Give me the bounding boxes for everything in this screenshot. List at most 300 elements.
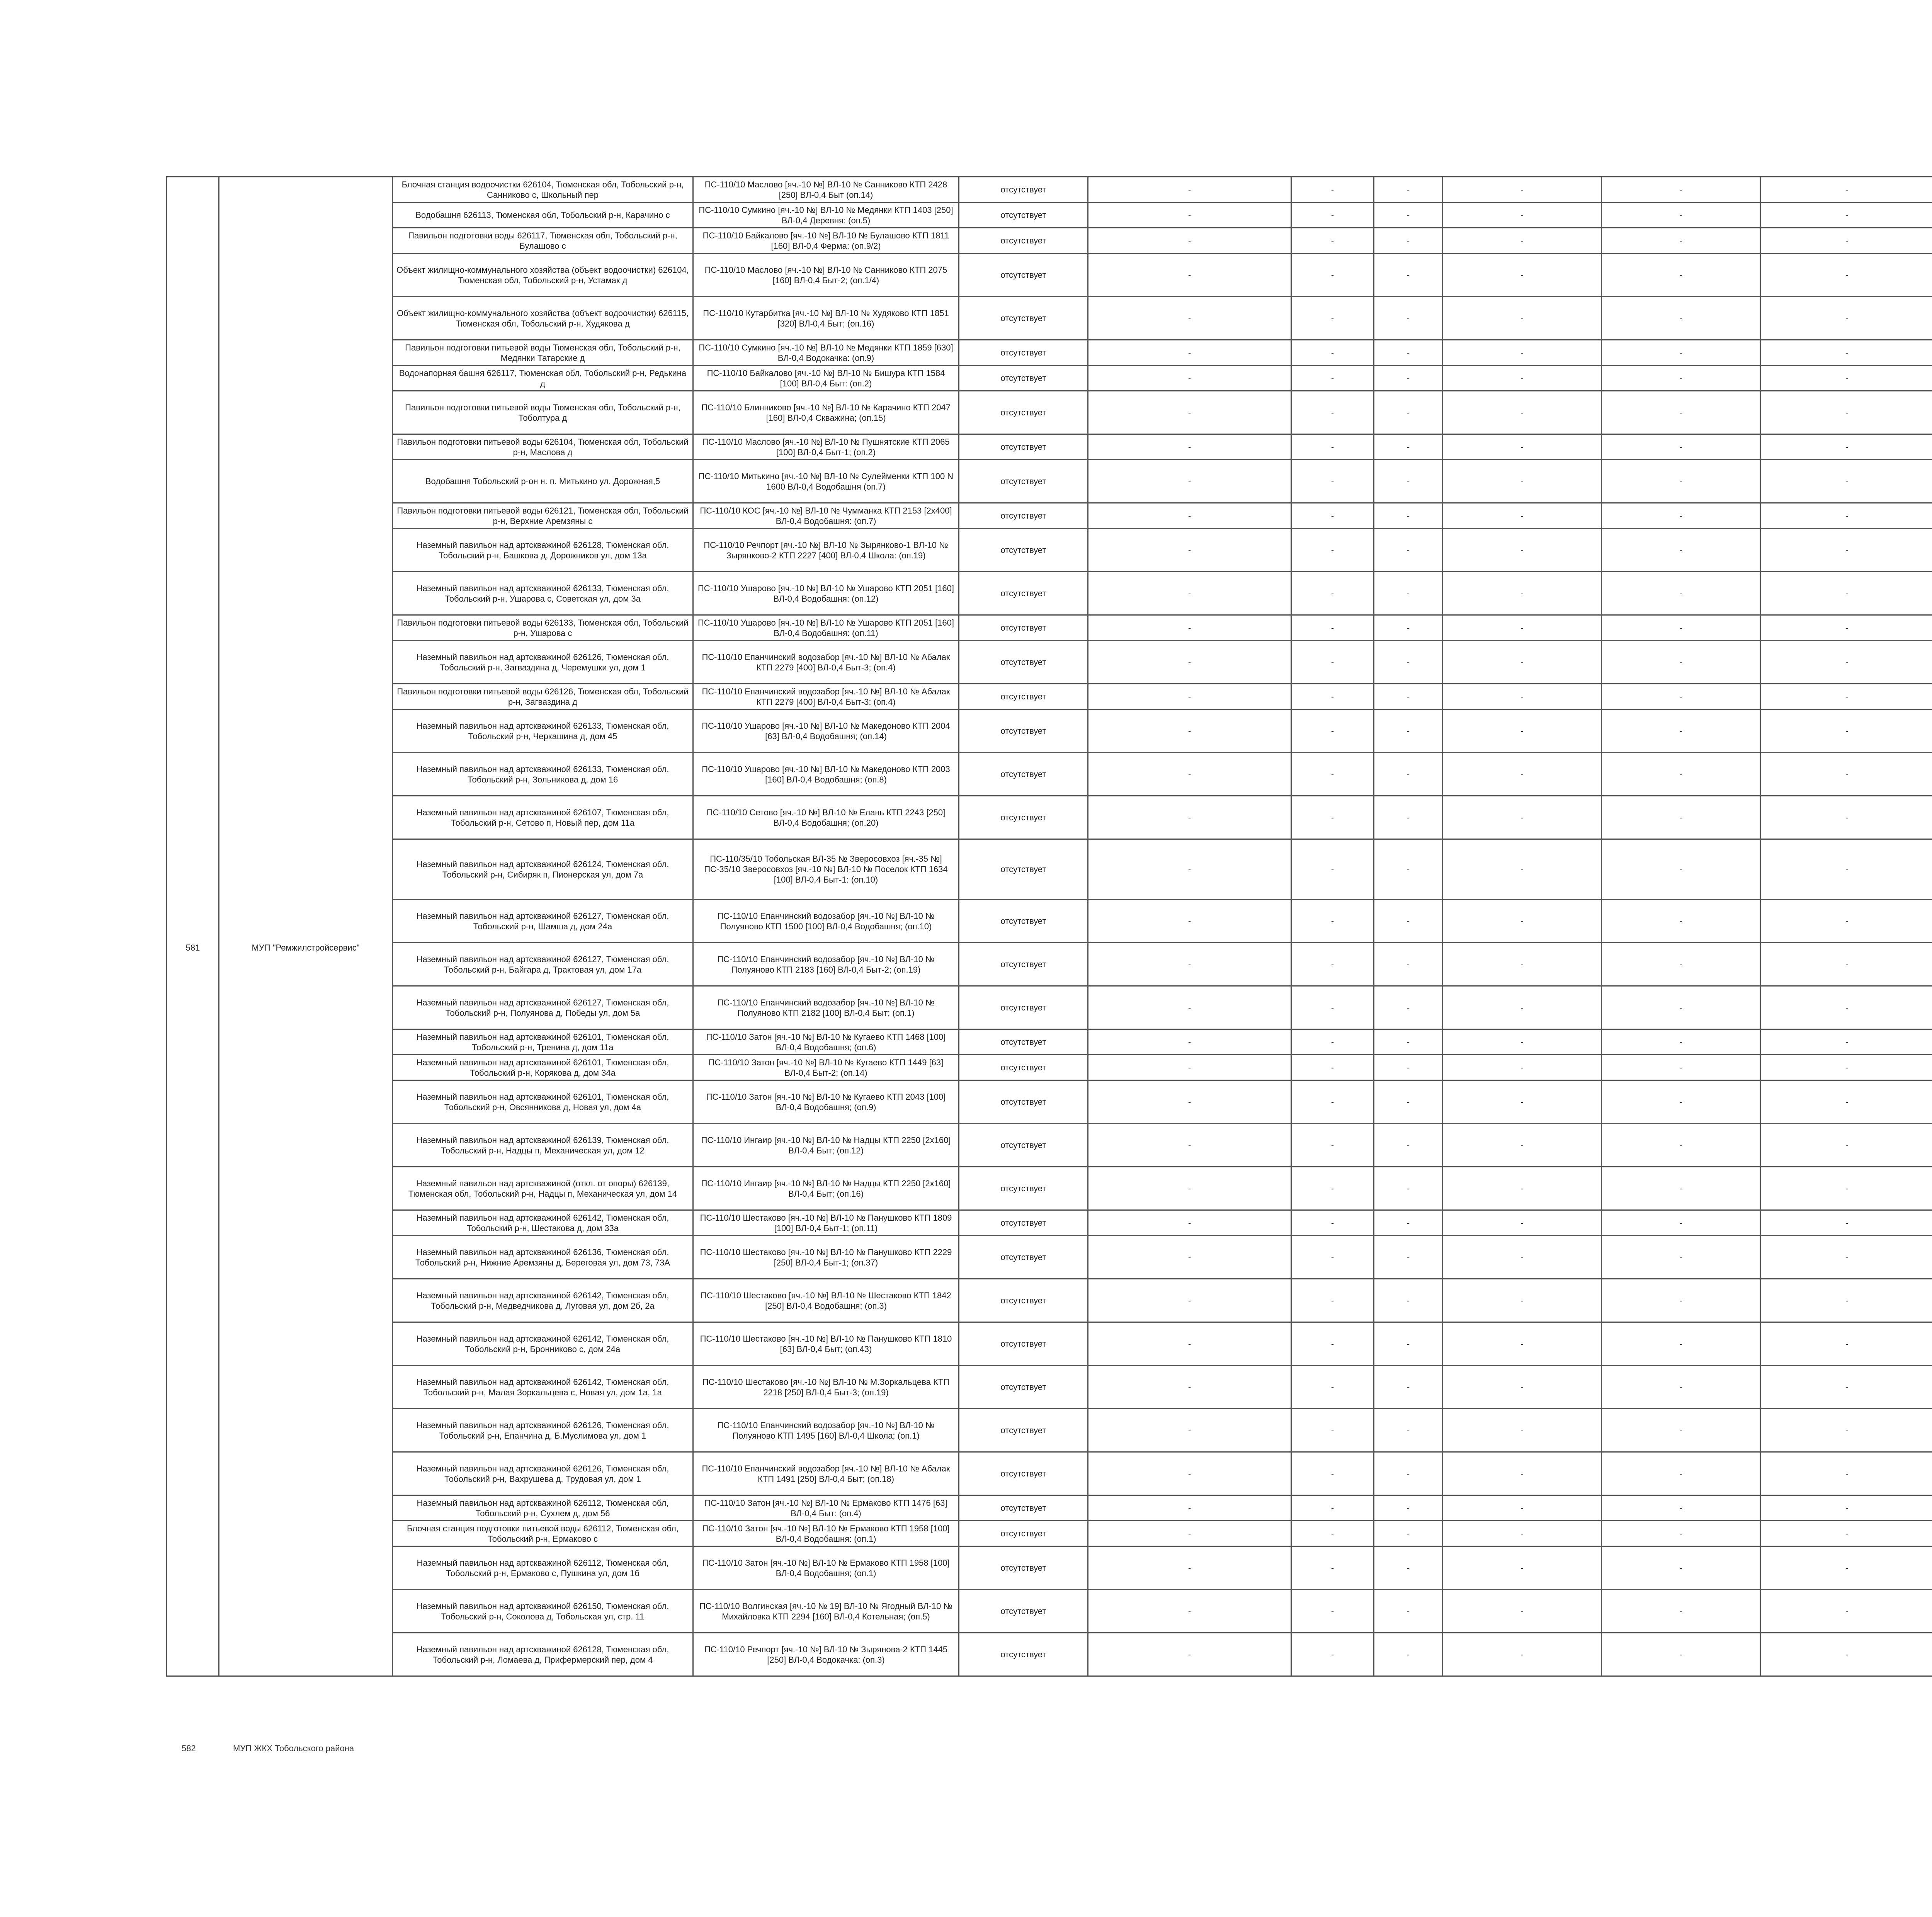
- value-cell: -: [1760, 297, 1932, 340]
- table-row: [167, 986, 1932, 1029]
- object-cell: Наземный павильон над артскважиной 626101, Тюменская обл, Тобольский р-н, Тренина д, дом 11а: [393, 1029, 693, 1055]
- power-source-cell: ПС-110/10 Епанчинский водозабор [яч.-10 №] ВЛ-10 № Полуяново КТП 1500 [100] ВЛ-0,4 Водобашня; (оп.10): [693, 900, 959, 943]
- value-cell: -: [1602, 1167, 1760, 1210]
- status-cell: отсутствует: [959, 1590, 1088, 1633]
- table-body: [167, 177, 1932, 1676]
- object-cell: Наземный павильон над артскважиной 626101, Тюменская обл, Тобольский р-н, Овсянникова д, Новая ул, дом 4а: [393, 1080, 693, 1124]
- value-cell: -: [1088, 709, 1291, 753]
- table-row: [167, 529, 1932, 572]
- table-row: [167, 943, 1932, 986]
- value-cell: -: [1291, 1080, 1374, 1124]
- value-cell: -: [1291, 1590, 1374, 1633]
- value-cell: -: [1291, 253, 1374, 297]
- status-cell: отсутствует: [959, 340, 1088, 366]
- value-cell: -: [1374, 1210, 1443, 1236]
- object-cell: Наземный павильон над артскважиной 626136, Тюменская обл, Тобольский р-н, Нижние Аремзяны д, Береговая ул, дом 73, 73А: [393, 1236, 693, 1279]
- power-source-cell: ПС-110/10 Епанчинский водозабор [яч.-10 №] ВЛ-10 № Полуяново КТП 1495 [160] ВЛ-0,4 Школа; (оп.1): [693, 1409, 959, 1452]
- object-cell: Наземный павильон над артскважиной 626126, Тюменская обл, Тобольский р-н, Вахрушева д, Трудовая ул, дом 1: [393, 1452, 693, 1495]
- table-row: [167, 366, 1932, 391]
- value-cell: -: [1088, 753, 1291, 796]
- value-cell: -: [1291, 986, 1374, 1029]
- table-row: [167, 1409, 1932, 1452]
- value-cell: -: [1443, 529, 1602, 572]
- value-cell: -: [1088, 1409, 1291, 1452]
- value-cell: -: [1602, 228, 1760, 253]
- object-cell: Наземный павильон над артскважиной 626150, Тюменская обл, Тобольский р-н, Соколова д, Тобольская ул, стр. 11: [393, 1590, 693, 1633]
- value-cell: -: [1443, 228, 1602, 253]
- value-cell: -: [1443, 1029, 1602, 1055]
- power-source-cell: ПС-110/10 Шестаково [яч.-10 №] ВЛ-10 № М.Зоркальцева КТП 2218 [250] ВЛ-0,4 Быт-3; (оп.19): [693, 1366, 959, 1409]
- status-cell: отсутствует: [959, 1210, 1088, 1236]
- value-cell: -: [1088, 460, 1291, 503]
- table-row: [167, 1452, 1932, 1495]
- status-cell: отсутствует: [959, 297, 1088, 340]
- status-cell: отсутствует: [959, 1080, 1088, 1124]
- power-source-cell: ПС-110/10 Шестаково [яч.-10 №] ВЛ-10 № Панушково КТП 2229 [250] ВЛ-0,4 Быт-1; (оп.37): [693, 1236, 959, 1279]
- value-cell: -: [1374, 177, 1443, 202]
- status-cell: отсутствует: [959, 1366, 1088, 1409]
- power-source-cell: ПС-110/10 Митькино [яч.-10 №] ВЛ-10 № Сулейменки КТП 100 N 1600 ВЛ-0,4 Водобашня (оп.7): [693, 460, 959, 503]
- table-row: [167, 1055, 1932, 1080]
- power-source-cell: ПС-110/10 Ушарово [яч.-10 №] ВЛ-10 № Ушарово КТП 2051 [160] ВЛ-0,4 Водобашня: (оп.11): [693, 615, 959, 641]
- power-source-cell: ПС-110/10 Шестаково [яч.-10 №] ВЛ-10 № Панушково КТП 1810 [63] ВЛ-0,4 Быт; (оп.43): [693, 1322, 959, 1366]
- status-cell: отсутствует: [959, 1546, 1088, 1590]
- object-cell: Наземный павильон над артскважиной 626112, Тюменская обл, Тобольский р-н, Сухлем д, дом 56: [393, 1495, 693, 1521]
- table-row: [167, 641, 1932, 684]
- table-row: [167, 1495, 1932, 1521]
- value-cell: -: [1602, 1521, 1760, 1546]
- value-cell: -: [1602, 460, 1760, 503]
- value-cell: -: [1760, 839, 1932, 900]
- object-cell: Наземный павильон над артскважиной 626107, Тюменская обл, Тобольский р-н, Сетово п, Новый пер, дом 11а: [393, 796, 693, 839]
- value-cell: -: [1291, 391, 1374, 434]
- status-cell: отсутствует: [959, 1495, 1088, 1521]
- status-cell: отсутствует: [959, 1322, 1088, 1366]
- table-row: [167, 177, 1932, 202]
- status-cell: отсутствует: [959, 253, 1088, 297]
- value-cell: -: [1443, 1590, 1602, 1633]
- value-cell: -: [1374, 460, 1443, 503]
- table-row: [167, 572, 1932, 615]
- power-source-cell: ПС-110/10 Байкалово [яч.-10 №] ВЛ-10 № Булашово КТП 1811 [160] ВЛ-0,4 Ферма: (оп.9/2): [693, 228, 959, 253]
- value-cell: -: [1760, 900, 1932, 943]
- value-cell: -: [1602, 641, 1760, 684]
- table-row: [167, 684, 1932, 709]
- value-cell: -: [1374, 615, 1443, 641]
- value-cell: -: [1088, 202, 1291, 228]
- value-cell: -: [1374, 1080, 1443, 1124]
- status-cell: отсутствует: [959, 900, 1088, 943]
- power-source-cell: ПС-110/10 Ингаир [яч.-10 №] ВЛ-10 № Надцы КТП 2250 [2х160] ВЛ-0,4 Быт; (оп.16): [693, 1167, 959, 1210]
- value-cell: -: [1088, 1590, 1291, 1633]
- value-cell: -: [1760, 1055, 1932, 1080]
- value-cell: -: [1443, 460, 1602, 503]
- value-cell: -: [1088, 1236, 1291, 1279]
- value-cell: -: [1602, 1546, 1760, 1590]
- value-cell: -: [1443, 753, 1602, 796]
- table-row: [167, 253, 1932, 297]
- value-cell: -: [1443, 1409, 1602, 1452]
- value-cell: -: [1602, 1236, 1760, 1279]
- object-cell: Объект жилищно-коммунального хозяйства (объект водоочистки) 626115, Тюменская обл, Тобольский р-н, Худякова д: [393, 297, 693, 340]
- value-cell: -: [1374, 434, 1443, 460]
- table-row: [167, 228, 1932, 253]
- table-row: [167, 202, 1932, 228]
- status-cell: отсутствует: [959, 228, 1088, 253]
- status-cell: отсутствует: [959, 943, 1088, 986]
- value-cell: -: [1443, 1167, 1602, 1210]
- power-source-cell: ПС-110/10 Волгинская [яч.-10 № 19] ВЛ-10 № Ягодный ВЛ-10 № Михайловка КТП 2294 [160] ВЛ-0,4 Котельная; (оп.5): [693, 1590, 959, 1633]
- value-cell: -: [1760, 434, 1932, 460]
- power-source-cell: ПС-110/10 Сумкино [яч.-10 №] ВЛ-10 № Медянки КТП 1859 [630] ВЛ-0,4 Водокачка: (оп.9): [693, 340, 959, 366]
- value-cell: -: [1291, 529, 1374, 572]
- value-cell: -: [1374, 1055, 1443, 1080]
- value-cell: -: [1374, 943, 1443, 986]
- value-cell: -: [1443, 297, 1602, 340]
- value-cell: -: [1374, 839, 1443, 900]
- value-cell: -: [1760, 529, 1932, 572]
- value-cell: -: [1291, 684, 1374, 709]
- value-cell: -: [1291, 839, 1374, 900]
- power-source-cell: ПС-110/10 Епанчинский водозабор [яч.-10 №] ВЛ-10 № Абалак КТП 1491 [250] ВЛ-0,4 Быт; (оп.18): [693, 1452, 959, 1495]
- object-cell: Наземный павильон над артскважиной 626124, Тюменская обл, Тобольский р-н, Сибиряк п, Пионерская ул, дом 7а: [393, 839, 693, 900]
- value-cell: -: [1443, 391, 1602, 434]
- value-cell: -: [1374, 253, 1443, 297]
- table-row: [167, 1366, 1932, 1409]
- value-cell: -: [1088, 1124, 1291, 1167]
- value-cell: -: [1088, 340, 1291, 366]
- object-cell: Водобашня 626113, Тюменская обл, Тобольский р-н, Карачино с: [393, 202, 693, 228]
- value-cell: -: [1760, 503, 1932, 529]
- value-cell: -: [1760, 1546, 1932, 1590]
- value-cell: -: [1088, 1029, 1291, 1055]
- value-cell: -: [1088, 1210, 1291, 1236]
- table-row: [167, 391, 1932, 434]
- power-source-cell: ПС-110/10 Байкалово [яч.-10 №] ВЛ-10 № Бишура КТП 1584 [100] ВЛ-0,4 Быт: (оп.2): [693, 366, 959, 391]
- value-cell: -: [1443, 1124, 1602, 1167]
- value-cell: -: [1443, 253, 1602, 297]
- table-row: [167, 1210, 1932, 1236]
- value-cell: -: [1443, 709, 1602, 753]
- next-org-name: МУП ЖКХ Тобольского района: [233, 1744, 354, 1753]
- power-source-cell: ПС-110/10 Ушарово [яч.-10 №] ВЛ-10 № Македоново КТП 2004 [63] ВЛ-0,4 Водобашня; (оп.14): [693, 709, 959, 753]
- object-cell: Наземный павильон над артскважиной 626133, Тюменская обл, Тобольский р-н, Ушарова с, Советская ул, дом 3а: [393, 572, 693, 615]
- value-cell: -: [1443, 615, 1602, 641]
- value-cell: -: [1602, 340, 1760, 366]
- value-cell: -: [1443, 202, 1602, 228]
- value-cell: -: [1602, 1322, 1760, 1366]
- object-cell: Водобашня Тобольский р-он н. п. Митькино ул. Дорожная,5: [393, 460, 693, 503]
- status-cell: отсутствует: [959, 434, 1088, 460]
- data-table: [166, 176, 1932, 1677]
- value-cell: -: [1602, 986, 1760, 1029]
- value-cell: -: [1443, 1366, 1602, 1409]
- status-cell: отсутствует: [959, 572, 1088, 615]
- value-cell: -: [1374, 1279, 1443, 1322]
- value-cell: -: [1374, 1633, 1443, 1676]
- value-cell: -: [1760, 1167, 1932, 1210]
- value-cell: -: [1443, 503, 1602, 529]
- value-cell: -: [1291, 297, 1374, 340]
- value-cell: -: [1374, 1521, 1443, 1546]
- value-cell: -: [1374, 709, 1443, 753]
- value-cell: -: [1760, 1409, 1932, 1452]
- value-cell: -: [1374, 1029, 1443, 1055]
- value-cell: -: [1088, 177, 1291, 202]
- table-row: [167, 503, 1932, 529]
- value-cell: -: [1602, 366, 1760, 391]
- value-cell: -: [1088, 1322, 1291, 1366]
- value-cell: -: [1760, 1210, 1932, 1236]
- value-cell: -: [1443, 1210, 1602, 1236]
- value-cell: -: [1602, 297, 1760, 340]
- object-cell: Водонапорная башня 626117, Тюменская обл, Тобольский р-н, Редькина д: [393, 366, 693, 391]
- value-cell: -: [1602, 1366, 1760, 1409]
- table-row: [167, 1236, 1932, 1279]
- power-source-cell: ПС-110/10 Сумкино [яч.-10 №] ВЛ-10 № Медянки КТП 1403 [250] ВЛ-0,4 Деревня: (оп.5): [693, 202, 959, 228]
- value-cell: -: [1374, 1322, 1443, 1366]
- value-cell: -: [1443, 1633, 1602, 1676]
- value-cell: -: [1291, 615, 1374, 641]
- status-cell: отсутствует: [959, 1409, 1088, 1452]
- value-cell: -: [1291, 1409, 1374, 1452]
- object-cell: Наземный павильон над артскважиной 626112, Тюменская обл, Тобольский р-н, Ермаково с, Пушкина ул, дом 1б: [393, 1546, 693, 1590]
- object-cell: Павильон подготовки питьевой воды 626121, Тюменская обл, Тобольский р-н, Верхние Аремзяны с: [393, 503, 693, 529]
- value-cell: -: [1291, 796, 1374, 839]
- value-cell: -: [1443, 1236, 1602, 1279]
- value-cell: -: [1443, 1279, 1602, 1322]
- value-cell: -: [1291, 1366, 1374, 1409]
- table-row: [167, 709, 1932, 753]
- value-cell: -: [1374, 1124, 1443, 1167]
- power-source-cell: ПС-110/10 Ингаир [яч.-10 №] ВЛ-10 № Надцы КТП 2250 [2х160] ВЛ-0,4 Быт; (оп.12): [693, 1124, 959, 1167]
- power-source-cell: ПС-110/10 Епанчинский водозабор [яч.-10 №] ВЛ-10 № Абалак КТП 2279 [400] ВЛ-0,4 Быт-3; (оп.4): [693, 641, 959, 684]
- value-cell: -: [1760, 1366, 1932, 1409]
- object-cell: Наземный павильон над артскважиной 626126, Тюменская обл, Тобольский р-н, Епанчина д, Б.Муслимова ул, дом 1: [393, 1409, 693, 1452]
- value-cell: -: [1374, 1590, 1443, 1633]
- value-cell: -: [1760, 1452, 1932, 1495]
- value-cell: -: [1088, 228, 1291, 253]
- value-cell: -: [1374, 1409, 1443, 1452]
- status-cell: отсутствует: [959, 641, 1088, 684]
- value-cell: -: [1291, 1055, 1374, 1080]
- table-row: [167, 1124, 1932, 1167]
- power-source-cell: ПС-110/10 Блинниково [яч.-10 №] ВЛ-10 № Карачино КТП 2047 [160] ВЛ-0,4 Скважина; (оп.15): [693, 391, 959, 434]
- power-source-cell: ПС-110/10 Речпорт [яч.-10 №] ВЛ-10 № Зырянково-1 ВЛ-10 № Зырянково-2 КТП 2227 [400] ВЛ-0,4 Школа: (оп.19): [693, 529, 959, 572]
- power-source-cell: ПС-110/10 Маслово [яч.-10 №] ВЛ-10 № Пушнятские КТП 2065 [100] ВЛ-0,4 Быт-1; (оп.2): [693, 434, 959, 460]
- table-row: [167, 297, 1932, 340]
- value-cell: -: [1602, 1124, 1760, 1167]
- value-cell: -: [1088, 503, 1291, 529]
- value-cell: -: [1088, 434, 1291, 460]
- value-cell: -: [1602, 1590, 1760, 1633]
- value-cell: -: [1088, 297, 1291, 340]
- value-cell: -: [1291, 1236, 1374, 1279]
- value-cell: -: [1291, 1279, 1374, 1322]
- status-cell: отсутствует: [959, 1029, 1088, 1055]
- value-cell: -: [1443, 1080, 1602, 1124]
- object-cell: Блочная станция водоочистки 626104, Тюменская обл, Тобольский р-н, Санниково с, Школьный пер: [393, 177, 693, 202]
- power-source-cell: ПС-110/10 Епанчинский водозабор [яч.-10 №] ВЛ-10 № Полуяново КТП 2182 [100] ВЛ-0,4 Быт; (оп.1): [693, 986, 959, 1029]
- value-cell: -: [1291, 340, 1374, 366]
- value-cell: -: [1602, 709, 1760, 753]
- value-cell: -: [1602, 202, 1760, 228]
- value-cell: -: [1443, 839, 1602, 900]
- value-cell: -: [1760, 253, 1932, 297]
- value-cell: -: [1374, 1236, 1443, 1279]
- value-cell: -: [1443, 900, 1602, 943]
- status-cell: отсутствует: [959, 839, 1088, 900]
- value-cell: -: [1088, 1495, 1291, 1521]
- value-cell: -: [1088, 796, 1291, 839]
- value-cell: -: [1760, 1080, 1932, 1124]
- table-row: [167, 1322, 1932, 1366]
- value-cell: -: [1291, 366, 1374, 391]
- object-cell: Наземный павильон над артскважиной (откл. от опоры) 626139, Тюменская обл, Тобольский р-н, Надцы п, Механическая ул, дом 14: [393, 1167, 693, 1210]
- value-cell: -: [1443, 1546, 1602, 1590]
- value-cell: -: [1602, 253, 1760, 297]
- object-cell: Наземный павильон над артскважиной 626128, Тюменская обл, Тобольский р-н, Башкова д, Дорожников ул, дом 13а: [393, 529, 693, 572]
- power-source-cell: ПС-110/10 Затон [яч.-10 №] ВЛ-10 № Кугаево КТП 1449 [63] ВЛ-0,4 Быт-2; (оп.14): [693, 1055, 959, 1080]
- value-cell: -: [1088, 572, 1291, 615]
- value-cell: -: [1602, 177, 1760, 202]
- value-cell: -: [1760, 641, 1932, 684]
- value-cell: -: [1088, 253, 1291, 297]
- table-row: [167, 1029, 1932, 1055]
- status-cell: отсутствует: [959, 1236, 1088, 1279]
- object-cell: Наземный павильон над артскважиной 626101, Тюменская обл, Тобольский р-н, Корякова д, дом 34а: [393, 1055, 693, 1080]
- value-cell: -: [1374, 900, 1443, 943]
- status-cell: отсутствует: [959, 1055, 1088, 1080]
- table-row: [167, 753, 1932, 796]
- value-cell: -: [1443, 796, 1602, 839]
- value-cell: -: [1374, 228, 1443, 253]
- object-cell: Блочная станция подготовки питьевой воды 626112, Тюменская обл, Тобольский р-н, Ермаково с: [393, 1521, 693, 1546]
- value-cell: -: [1602, 572, 1760, 615]
- value-cell: -: [1760, 709, 1932, 753]
- value-cell: -: [1760, 1495, 1932, 1521]
- value-cell: -: [1374, 1167, 1443, 1210]
- status-cell: отсутствует: [959, 1633, 1088, 1676]
- value-cell: -: [1602, 1029, 1760, 1055]
- value-cell: -: [1291, 1029, 1374, 1055]
- power-source-cell: ПС-110/10 Затон [яч.-10 №] ВЛ-10 № Ермаково КТП 1476 [63] ВЛ-0,4 Быт: (оп.4): [693, 1495, 959, 1521]
- value-cell: -: [1760, 572, 1932, 615]
- status-cell: отсутствует: [959, 460, 1088, 503]
- value-cell: -: [1291, 1210, 1374, 1236]
- object-cell: Наземный павильон над артскважиной 626127, Тюменская обл, Тобольский р-н, Байгара д, Трактовая ул, дом 17а: [393, 943, 693, 986]
- object-cell: Наземный павильон над артскважиной 626128, Тюменская обл, Тобольский р-н, Ломаева д, Прифермерский пер, дом 4: [393, 1633, 693, 1676]
- status-cell: отсутствует: [959, 1279, 1088, 1322]
- value-cell: -: [1443, 986, 1602, 1029]
- power-source-cell: ПС-110/10 Ушарово [яч.-10 №] ВЛ-10 № Ушарово КТП 2051 [160] ВЛ-0,4 Водобашня: (оп.12): [693, 572, 959, 615]
- value-cell: -: [1088, 986, 1291, 1029]
- value-cell: -: [1760, 1633, 1932, 1676]
- value-cell: -: [1088, 1366, 1291, 1409]
- value-cell: -: [1088, 1167, 1291, 1210]
- value-cell: -: [1088, 641, 1291, 684]
- power-source-cell: ПС-110/10 Маслово [яч.-10 №] ВЛ-10 № Санниково КТП 2075 [160] ВЛ-0,4 Быт-2; (оп.1/4): [693, 253, 959, 297]
- value-cell: -: [1602, 943, 1760, 986]
- value-cell: -: [1088, 1521, 1291, 1546]
- value-cell: -: [1602, 900, 1760, 943]
- table-row: [167, 615, 1932, 641]
- table-row: [167, 900, 1932, 943]
- value-cell: -: [1291, 1495, 1374, 1521]
- power-source-cell: ПС-110/10 Затон [яч.-10 №] ВЛ-10 № Ермаково КТП 1958 [100] ВЛ-0,4 Водобашня; (оп.1): [693, 1546, 959, 1590]
- value-cell: -: [1443, 340, 1602, 366]
- value-cell: -: [1602, 1279, 1760, 1322]
- status-cell: отсутствует: [959, 709, 1088, 753]
- value-cell: -: [1760, 1029, 1932, 1055]
- power-source-cell: ПС-110/10 Речпорт [яч.-10 №] ВЛ-10 № Зырянова-2 КТП 1445 [250] ВЛ-0,4 Водокачка: (оп.3): [693, 1633, 959, 1676]
- value-cell: -: [1602, 1452, 1760, 1495]
- object-cell: Наземный павильон над артскважиной 626139, Тюменская обл, Тобольский р-н, Надцы п, Механическая ул, дом 12: [393, 1124, 693, 1167]
- value-cell: -: [1374, 753, 1443, 796]
- status-cell: отсутствует: [959, 202, 1088, 228]
- object-cell: Наземный павильон над артскважиной 626126, Тюменская обл, Тобольский р-н, Загваздина д, Черемушки ул, дом 1: [393, 641, 693, 684]
- value-cell: -: [1291, 228, 1374, 253]
- value-cell: -: [1374, 202, 1443, 228]
- status-cell: отсутствует: [959, 177, 1088, 202]
- value-cell: -: [1602, 796, 1760, 839]
- status-cell: отсутствует: [959, 1124, 1088, 1167]
- value-cell: -: [1374, 391, 1443, 434]
- power-source-cell: ПС-110/10 Маслово [яч.-10 №] ВЛ-10 № Санниково КТП 2428 [250] ВЛ-0,4 Быт (оп.14): [693, 177, 959, 202]
- status-cell: отсутствует: [959, 684, 1088, 709]
- object-cell: Наземный павильон над артскважиной 626142, Тюменская обл, Тобольский р-н, Бронниково с, дом 24а: [393, 1322, 693, 1366]
- table-row: [167, 434, 1932, 460]
- status-cell: отсутствует: [959, 796, 1088, 839]
- value-cell: -: [1602, 684, 1760, 709]
- value-cell: -: [1760, 202, 1932, 228]
- status-cell: отсутствует: [959, 1452, 1088, 1495]
- value-cell: -: [1088, 839, 1291, 900]
- object-cell: Наземный павильон над артскважиной 626142, Тюменская обл, Тобольский р-н, Шестакова д, дом 33а: [393, 1210, 693, 1236]
- value-cell: -: [1374, 366, 1443, 391]
- value-cell: -: [1602, 615, 1760, 641]
- power-source-cell: ПС-110/10 Епанчинский водозабор [яч.-10 №] ВЛ-10 № Полуяново КТП 2183 [160] ВЛ-0,4 Быт-2; (оп.19): [693, 943, 959, 986]
- value-cell: -: [1443, 1055, 1602, 1080]
- value-cell: -: [1088, 1080, 1291, 1124]
- value-cell: -: [1374, 529, 1443, 572]
- object-cell: Наземный павильон над артскважиной 626127, Тюменская обл, Тобольский р-н, Шамша д, дом 24а: [393, 900, 693, 943]
- object-cell: Павильон подготовки питьевой воды 626133, Тюменская обл, Тобольский р-н, Ушарова с: [393, 615, 693, 641]
- value-cell: -: [1088, 684, 1291, 709]
- next-org-number: 582: [182, 1744, 196, 1753]
- value-cell: -: [1443, 366, 1602, 391]
- value-cell: -: [1443, 572, 1602, 615]
- value-cell: -: [1443, 177, 1602, 202]
- value-cell: -: [1291, 1322, 1374, 1366]
- power-source-cell: ПС-110/10 Ушарово [яч.-10 №] ВЛ-10 № Македоново КТП 2003 [160] ВЛ-0,4 Водобашня; (оп.8): [693, 753, 959, 796]
- power-source-cell: ПС-110/10 КОС [яч.-10 №] ВЛ-10 № Чумманка КТП 2153 [2х400] ВЛ-0,4 Водобашня: (оп.7): [693, 503, 959, 529]
- object-cell: Павильон подготовки воды 626117, Тюменская обл, Тобольский р-н, Булашово с: [393, 228, 693, 253]
- value-cell: -: [1088, 900, 1291, 943]
- value-cell: -: [1291, 943, 1374, 986]
- value-cell: -: [1602, 753, 1760, 796]
- value-cell: -: [1291, 202, 1374, 228]
- power-source-cell: ПС-110/10 Затон [яч.-10 №] ВЛ-10 № Кугаево КТП 1468 [100] ВЛ-0,4 Водобашня; (оп.6): [693, 1029, 959, 1055]
- object-cell: Наземный павильон над артскважиной 626142, Тюменская обл, Тобольский р-н, Малая Зоркальцева с, Новая ул, дом 1а, 1а: [393, 1366, 693, 1409]
- value-cell: -: [1760, 1521, 1932, 1546]
- value-cell: -: [1602, 391, 1760, 434]
- value-cell: -: [1374, 1495, 1443, 1521]
- object-cell: Наземный павильон над артскважиной 626142, Тюменская обл, Тобольский р-н, Медведчикова д, Луговая ул, дом 2б, 2а: [393, 1279, 693, 1322]
- value-cell: -: [1088, 529, 1291, 572]
- value-cell: -: [1088, 1055, 1291, 1080]
- value-cell: -: [1760, 1590, 1932, 1633]
